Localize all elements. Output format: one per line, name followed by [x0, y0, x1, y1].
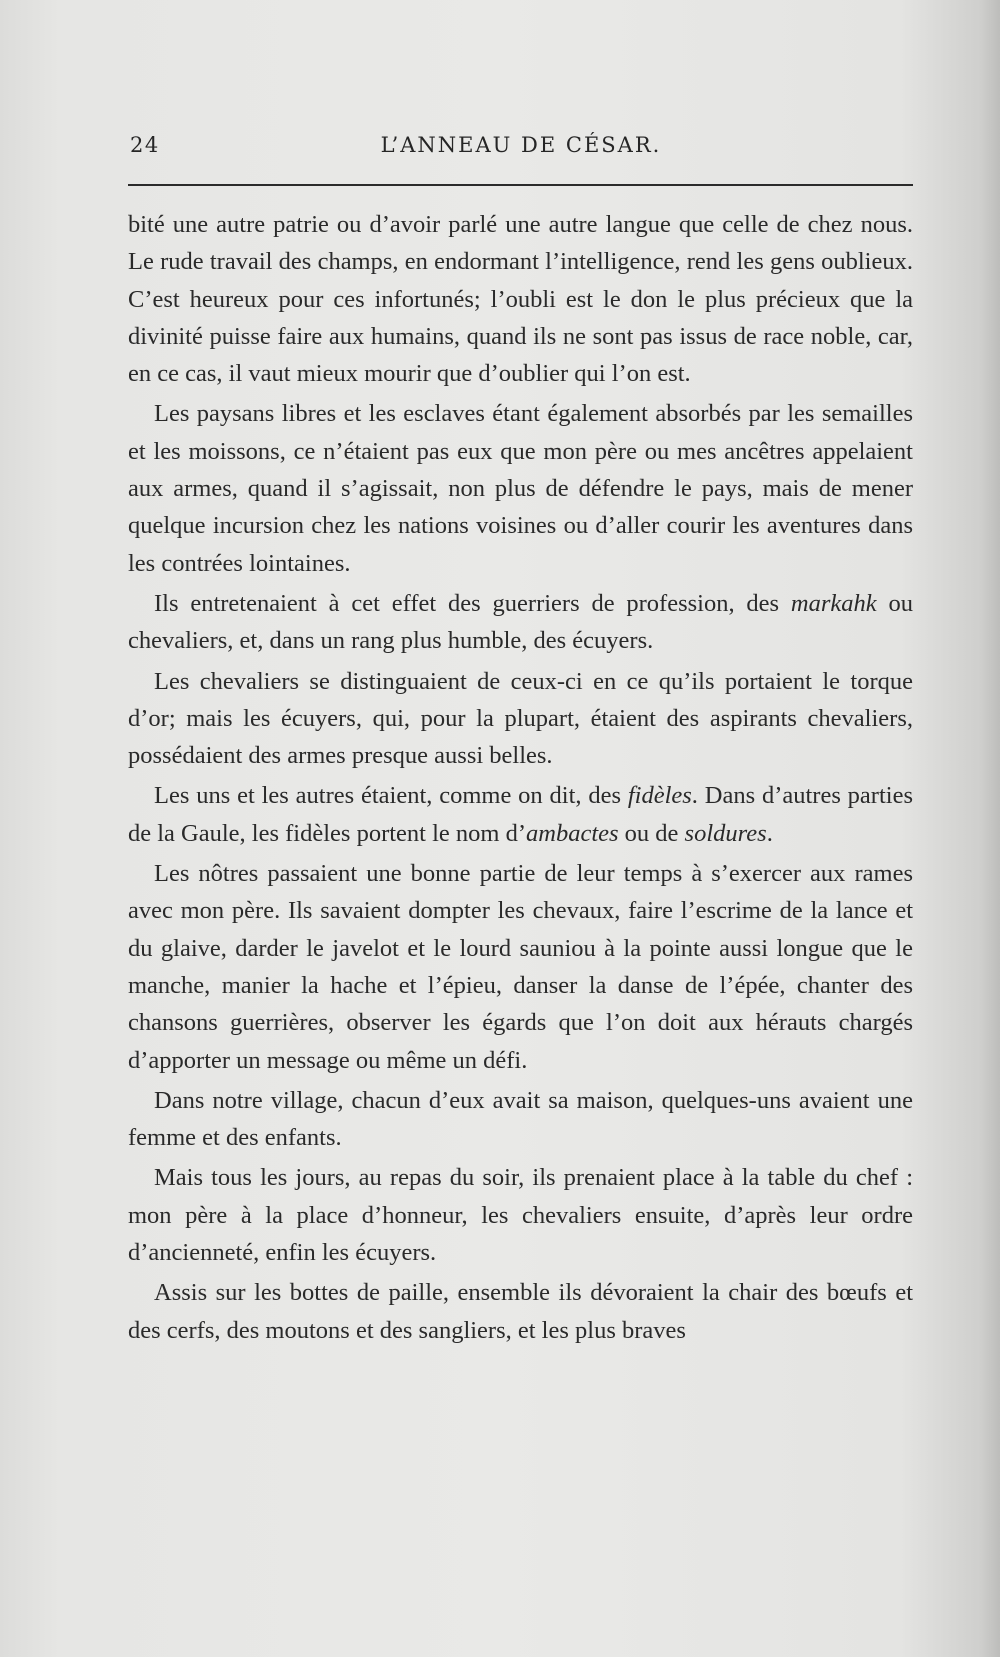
paragraph [128, 585, 913, 660]
paragraph: Dans notre village, chacun d’eux avait sa maison, quelques-uns avaient une femme et des enfants. [128, 1086, 913, 1152]
paragraph-text: . Dans d’autres parties de la Gaule, les fidèles portent le nom d’ [128, 782, 913, 847]
paragraph-continuation: bité une autre patrie ou d’avoir parlé une autre langue que celle de chez nous. Le rude travail des champs, en endormant l’intelligence, rend les gens oublieux. C’est heureux pour ces infortunés; l’oubli est le don le plus précieux que la divinité puisse faire aux humains, quand ils ne sont pas issus de race noble, car, en ce cas, il vaut mieux mourir que d’oublier qui l’on est. [128, 211, 913, 388]
paragraph: Mais tous les jours, au repas du soir, ils prenaient place à la table du chef : mon père à la place d’honneur, les chevaliers ensuite, d’après leur ordre d’ancienneté, enfin les écuyers. [128, 1164, 913, 1267]
running-title: L’ANNEAU DE CÉSAR. [380, 133, 662, 157]
paragraph-text: Ils entretenaient à cet effet des guerriers de profession, des [154, 589, 791, 617]
italic-term: markahk [790, 589, 877, 617]
paragraph: Les nôtres passaient une bonne partie de leur temps à s’exercer aux rames avec mon père. Ils savaient dompter les chevaux, faire l’escrime de la lance et du glaive, darder le javelot et le lourd sauniou à la pointe aussi longue que le manche, manier la hache et l’épieu, danser la danse de l’épée, chanter des chansons guerrières, observer les égards que l’on doit aux hérauts chargés d’apporter un message ou même un défi. [128, 860, 913, 1074]
italic-term: soldures [684, 819, 767, 847]
paragraph [128, 777, 913, 852]
paragraph-text: ou chevaliers, et, dans un rang plus humble, des écuyers. [128, 589, 913, 655]
header-rule [128, 184, 913, 186]
paragraph-text: ou de [618, 819, 685, 847]
paragraph: Assis sur les bottes de paille, ensemble ils dévoraient la chair des bœufs et des cerfs, des moutons et des sangliers, et les plus braves [128, 1279, 913, 1344]
paragraph-text: . [766, 819, 773, 847]
italic-term: ambactes [526, 819, 619, 847]
paragraph: Les paysans libres et les esclaves étant également absorbés par les semailles et les moissons, ce n’étaient pas eux que mon père ou mes ancêtres appelaient aux armes, quand il s’agissait, non plus de défendre le pays, mais de mener quelque incursion chez les nations voisines ou d’aller courir les aventures dans les contrées lointaines. [128, 400, 913, 577]
body-text [128, 206, 913, 1349]
italic-term: fidèles [627, 782, 692, 810]
page-number: 24 [130, 133, 160, 157]
paragraph: Les chevaliers se distinguaient de ceux-ci en ce qu’ils portaient le torque d’or; mais les écuyers, qui, pour la plupart, étaient des aspirants chevaliers, possédaient des armes presque aussi belles. [128, 667, 913, 770]
running-head [130, 133, 912, 169]
paragraph-text: Les uns et les autres étaient, comme on dit, des [154, 782, 628, 810]
